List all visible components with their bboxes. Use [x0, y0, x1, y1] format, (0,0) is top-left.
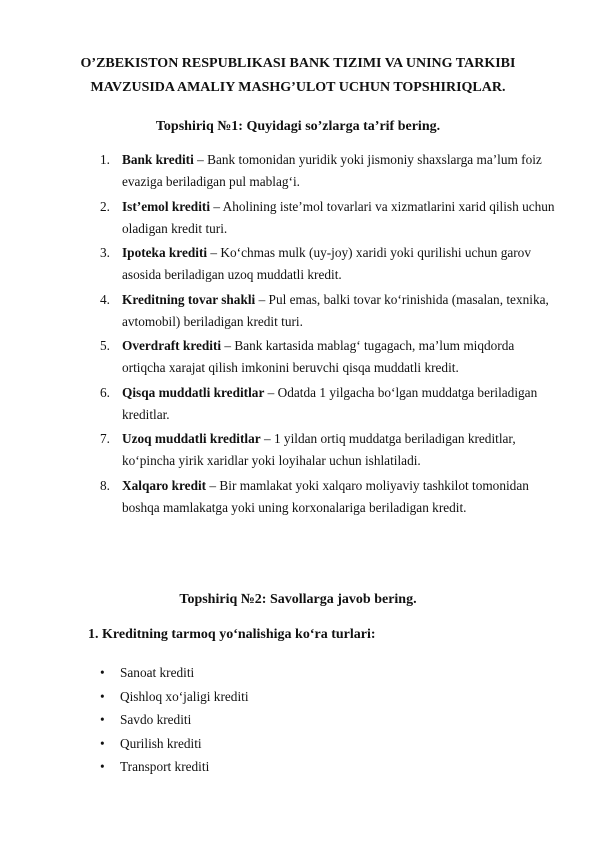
- document-title: [60, 52, 536, 100]
- item-definition: – Aholining iste’mol tovarlari va xizmatlarini xarid qilish uchun oladigan kredit turi.: [122, 198, 555, 236]
- item-definition: – Pul emas, balki tovar ko‘rinishida (masalan, texnika, avtomobil) beriladigan kredit turi.: [122, 291, 549, 329]
- item-term: Xalqaro kredit: [122, 477, 207, 493]
- item-term: Ist’emol krediti: [122, 198, 211, 214]
- definition-list: [100, 149, 560, 521]
- item-number: 8.: [100, 477, 110, 493]
- bullet-text: Savdo krediti: [120, 712, 192, 727]
- item-term: Qisqa muddatli kreditlar: [122, 384, 265, 400]
- item-definition: – Ko‘chmas mulk (uy-joy) xaridi yoki qurilishi uchun garov asosida beriladigan uzoq muddatli kredit.: [122, 245, 531, 282]
- item-definition: – 1 yildan ortiq muddatga beriladigan kreditlar, ko‘pincha yirik xaridlar yoki loyihalar uchun ishlatiladi.: [122, 431, 516, 468]
- list-item: [100, 242, 560, 286]
- list-item: [100, 708, 249, 732]
- task1-heading: Topshiriq №1: Quyidagi so’zlarga ta’rif bering.: [155, 119, 441, 134]
- list-item: [100, 428, 560, 472]
- question-1-heading: 1. Kreditning tarmoq yo‘nalishiga ko‘ra turlari:: [88, 627, 376, 642]
- bullet-text: Transport krediti: [120, 759, 210, 774]
- bullet-text: Sanoat krediti: [120, 665, 195, 680]
- item-term: Overdraft krediti: [122, 338, 222, 353]
- list-item: [100, 382, 560, 426]
- item-number: 4.: [100, 291, 110, 307]
- bullet-icon: •: [100, 712, 105, 727]
- list-item: [100, 732, 249, 756]
- title-line-2: MAVZUSIDA AMALIY MASHG’ULOT UCHUN TOPSHIRIQLAR.: [90, 80, 506, 95]
- bullet-list: [100, 661, 249, 779]
- item-number: 5.: [100, 338, 110, 353]
- title-line-1: O’ZBEKISTON RESPUBLIKASI BANK TIZIMI VA UNING TARKIBI: [80, 56, 516, 71]
- bullet-icon: •: [100, 665, 105, 680]
- item-number: 3.: [100, 245, 110, 260]
- item-definition: – Bank tomonidan yuridik yoki jismoniy shaxslarga ma’lum foiz evaziga beriladigan pul mablag‘i.: [122, 152, 542, 189]
- list-item: [100, 335, 560, 379]
- list-item: [100, 149, 560, 193]
- list-item: [100, 661, 249, 685]
- list-item: [100, 685, 249, 709]
- item-term: Ipoteka krediti: [122, 245, 208, 260]
- item-term: Uzoq muddatli kreditlar: [122, 431, 261, 446]
- item-number: 2.: [100, 198, 110, 214]
- bullet-icon: •: [100, 735, 105, 751]
- task2-heading: Topshiriq №2: Savollarga javob bering.: [179, 592, 417, 607]
- item-definition: – Bank kartasida mablag‘ tugagach, ma’lum miqdorda ortiqcha xarajat qilish imkonini beruvchi qisqa muddatli kredit.: [122, 338, 515, 375]
- bullet-icon: •: [100, 759, 105, 774]
- item-number: 1.: [100, 152, 110, 167]
- item-number: 7.: [100, 431, 110, 446]
- list-item: [100, 289, 560, 333]
- bullet-text: Qishloq xo‘jaligi krediti: [120, 688, 249, 704]
- item-term: Kreditning tovar shakli: [122, 291, 256, 307]
- item-definition: – Odatda 1 yilgacha bo‘lgan muddatga beriladigan kreditlar.: [122, 384, 538, 422]
- list-item: [100, 196, 560, 240]
- bullet-icon: •: [100, 688, 105, 704]
- list-item: [100, 755, 249, 779]
- item-definition: – Bir mamlakat yoki xalqaro moliyaviy tashkilot tomonidan boshqa mamlakatga yoki uning korxonalariga beriladigan kredit.: [122, 477, 529, 515]
- bullet-text: Qurilish krediti: [120, 735, 202, 751]
- item-term: Bank krediti: [122, 152, 194, 167]
- list-item: [100, 475, 560, 519]
- item-number: 6.: [100, 384, 110, 400]
